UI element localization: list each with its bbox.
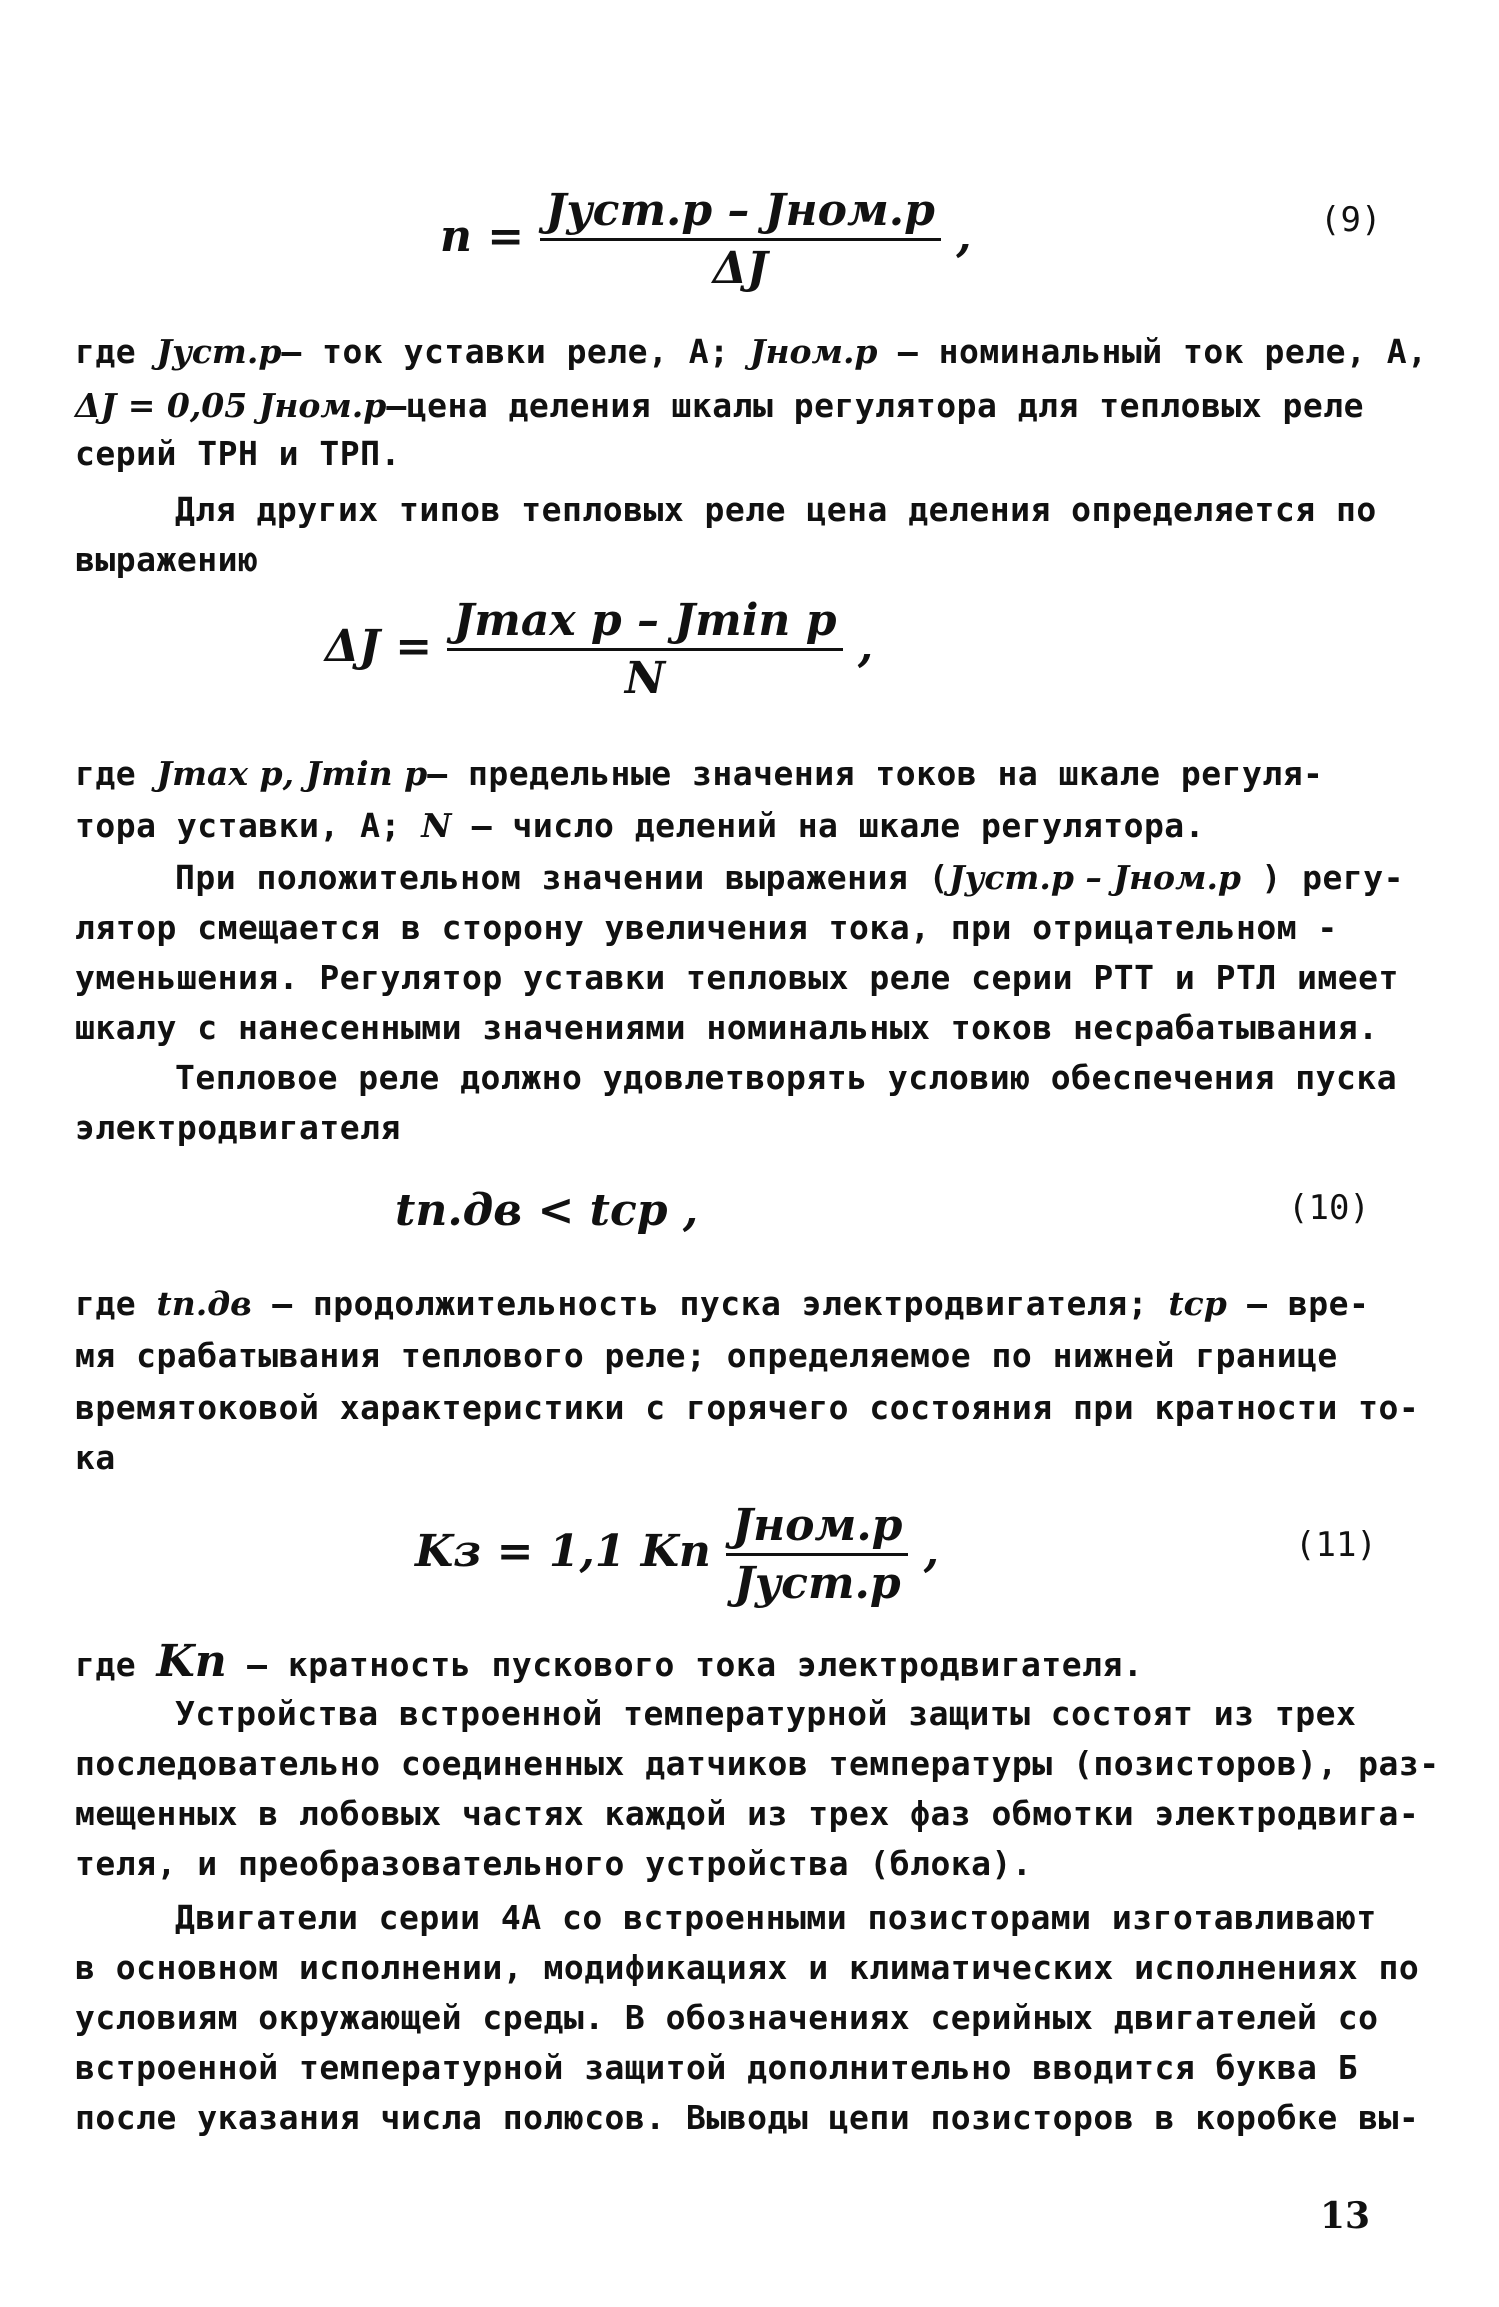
paragraph-7-line-1	[75, 1636, 1445, 1687]
symbol-delta-i: ΔJ =	[75, 386, 167, 425]
formula-9-fraction	[540, 185, 941, 294]
paragraph-9-line-4: встроенной температурной защитой дополнительно вводится буква Б	[75, 2048, 1359, 2087]
formula-11	[415, 1500, 939, 1609]
formula-11-fraction	[726, 1500, 908, 1609]
formula-9-comma: ,	[956, 211, 972, 262]
paragraph-3-line-1	[75, 752, 1445, 796]
text: где	[75, 754, 157, 793]
paragraph-3-line-2	[75, 804, 1445, 848]
text: –цена деления шкалы регулятора для тепловых реле	[386, 386, 1364, 425]
symbol-n: N	[421, 806, 452, 845]
paragraph-1-line-1	[75, 330, 1445, 374]
paragraph-2-line-2: выражению	[75, 540, 259, 579]
symbol-t-trip: tср	[1168, 1284, 1227, 1323]
symbol-t-start: tп.дв	[156, 1284, 252, 1323]
formula-11-comma: ,	[923, 1526, 940, 1577]
formula-10: tп.дв < tср ,	[395, 1185, 699, 1236]
formula-11-denominator: Jуст.р	[734, 1558, 901, 1609]
text: где	[75, 332, 157, 371]
paragraph-4-line-4: шкалу с нанесенными значениями номинальных токов несрабатывания.	[75, 1008, 1379, 1047]
paragraph-1-line-3: серий ТРН и ТРП.	[75, 434, 401, 473]
text: тора уставки, А;	[75, 806, 422, 845]
symbol-i-nom: Jном.р	[749, 332, 878, 371]
paragraph-9-line-2: в основном исполнении, модификациях и климатических исполнениях по	[75, 1948, 1420, 1987]
formula-delta-j-lhs: ΔJ =	[325, 621, 433, 672]
formula-delta-j-denominator: N	[624, 653, 666, 704]
formula-delta-j-numerator: Jmax р – Jmin р	[447, 595, 842, 651]
paragraph-9-line-3: условиям окружающей среды. В обозначениях серийных двигателей со	[75, 1998, 1379, 2037]
paragraph-6-line-3: времятоковой характеристики с горячего состояния при кратности то-	[75, 1388, 1420, 1427]
equation-number-9: (9)	[1320, 200, 1382, 240]
paragraph-6-line-2: мя срабатывания теплового реле; определяемое по нижней границе	[75, 1336, 1338, 1375]
paragraph-2-line-1: Для других типов тепловых реле цена деления определяется по	[175, 490, 1377, 529]
formula-delta-j-comma: ,	[857, 621, 874, 672]
paragraph-5-line-1: Тепловое реле должно удовлетворять условию обеспечения пуска	[175, 1058, 1398, 1097]
formula-9	[440, 185, 972, 294]
formula-9-lhs: n =	[440, 211, 525, 262]
paragraph-6-line-4: ка	[75, 1438, 116, 1477]
text: – предельные значения токов на шкале регуля-	[427, 754, 1324, 793]
text: При положительном значении выражения (	[175, 858, 949, 897]
symbol-delta-value: 0,05 Jном.р	[166, 386, 387, 425]
text: – номинальный ток реле, А,	[877, 332, 1428, 371]
paragraph-4-line-2: лятор смещается в сторону увеличения тока, при отрицательном -	[75, 908, 1338, 947]
paragraph-4-line-1	[175, 856, 1499, 900]
paragraph-8-line-4: теля, и преобразовательного устройства (блока).	[75, 1844, 1033, 1883]
text: – вре-	[1226, 1284, 1370, 1323]
symbol-i-max-min: Jmax р, Jmin р	[156, 754, 428, 793]
formula-9-denominator: ΔJ	[712, 243, 768, 294]
text: где	[75, 1645, 157, 1684]
text: где	[75, 1284, 157, 1323]
text: – число делений на шкале регулятора.	[451, 806, 1206, 845]
paragraph-9-line-5: после указания числа полюсов. Выводы цепи позисторов в коробке вы-	[75, 2098, 1420, 2137]
paragraph-5-line-2: электродвигателя	[75, 1108, 401, 1147]
paragraph-9-line-1: Двигатели серии 4А со встроенными позисторами изготавливают	[175, 1898, 1377, 1937]
paragraph-8-line-3: мещенных в лобовых частях каждой из трех фаз обмотки электродвига-	[75, 1794, 1420, 1833]
paragraph-1-line-2	[75, 384, 1445, 428]
formula-11-numerator: Jном.р	[726, 1500, 908, 1556]
paragraph-8-line-2: последовательно соединенных датчиков температуры (позисторов), раз-	[75, 1744, 1440, 1783]
equation-number-11: (11)	[1295, 1525, 1377, 1565]
symbol-i-set: Jуст.р	[156, 332, 282, 371]
paragraph-8-line-1: Устройства встроенной температурной защиты состоят из трех	[175, 1694, 1357, 1733]
symbol-i-diff: Jуст.р – Jном.р	[948, 858, 1242, 897]
formula-11-lhs: Kз = 1,1 Kп	[415, 1526, 711, 1577]
text: – продолжительность пуска электродвигателя;	[251, 1284, 1169, 1323]
text: ) регу-	[1241, 858, 1404, 897]
page-number: 13	[1320, 2195, 1371, 2237]
formula-delta-j	[325, 595, 873, 704]
symbol-k-start: Kп	[156, 1636, 227, 1687]
text: – кратность пускового тока электродвигателя.	[226, 1645, 1144, 1684]
text: – ток уставки реле, А;	[281, 332, 750, 371]
paragraph-6-line-1	[75, 1282, 1445, 1326]
formula-9-numerator: Jуст.р – Jном.р	[540, 185, 941, 241]
formula-delta-j-fraction	[447, 595, 842, 704]
equation-number-10: (10)	[1288, 1188, 1370, 1228]
paragraph-4-line-3: уменьшения. Регулятор уставки тепловых реле серии РТТ и РТЛ имеет	[75, 958, 1399, 997]
